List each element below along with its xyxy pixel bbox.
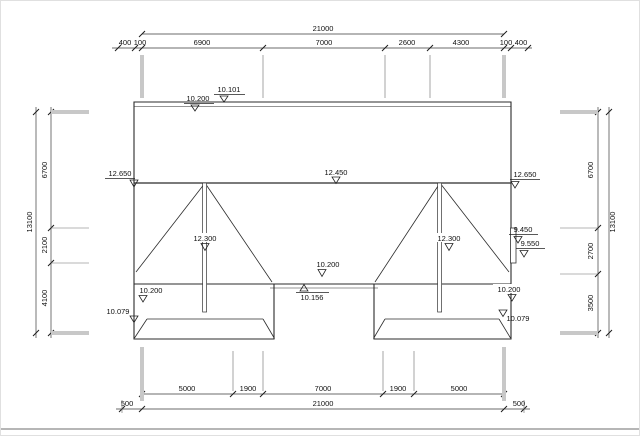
dim-label-top-4: 2600: [398, 38, 416, 47]
level-right-eave: [493, 284, 526, 301]
dimensions-bottom: [116, 347, 530, 413]
level-label-right-step-lower: 9.550: [520, 239, 540, 248]
level-center-eave: [311, 259, 345, 277]
dim-label-left-0: 6700: [40, 161, 49, 179]
dimensions-left: [25, 107, 89, 338]
dimensions-top: [112, 24, 532, 98]
roof-outline: [134, 102, 511, 339]
dim-label-bottom-1: 1900: [239, 384, 257, 393]
level-label-ridge-left: 12.650: [108, 169, 132, 178]
dim-label-top-total: 21000: [312, 24, 334, 33]
level-triangle-left-eave: [139, 296, 147, 303]
dim-label-left-2: 4100: [40, 289, 49, 307]
valley-left-gable-east: [205, 183, 272, 282]
ext-lines-left: [51, 228, 89, 263]
level-triangle-top-gutter: [220, 96, 228, 102]
level-label-top-gutter: 10.101: [217, 85, 241, 94]
level-label-right-eave: 10.200: [497, 285, 521, 294]
dim-label-bottom-2: 7000: [314, 384, 332, 393]
axis-bar-right-top: [560, 110, 598, 114]
level-ridge-left: [105, 169, 138, 187]
left-wing-hip-east: [263, 319, 275, 339]
level-label-center-gutter: 10.156: [300, 293, 324, 302]
dim-label-right-total: 13100: [608, 211, 617, 233]
dim-label-top-1: 100: [133, 38, 147, 47]
dim-label-top-6: 100: [499, 38, 513, 47]
level-right-step-lower: [516, 239, 545, 257]
level-triangle-right-eave: [508, 295, 516, 302]
dim-label-top-2: 6900: [193, 38, 211, 47]
axis-bar-top-left: [140, 55, 144, 98]
dim-label-top-3: 7000: [315, 38, 333, 47]
level-center-gutter: [296, 285, 329, 303]
axis-bar-left-bottom: [51, 331, 89, 335]
axis-bar-bottom-left: [140, 347, 144, 401]
dim-label-bottom-total: 21000: [312, 399, 334, 408]
level-top-gutter: [214, 85, 245, 102]
level-ridge-center: [319, 167, 353, 184]
roof-plan-drawing: [1, 1, 640, 436]
axis-bar-bottom-right: [502, 347, 506, 401]
level-label-top-eave: 10.200: [186, 94, 210, 103]
level-label-ridge-right: 12.650: [513, 170, 537, 179]
dim-label-top-5: 4300: [452, 38, 470, 47]
dim-label-bottom-500-left: 500: [120, 399, 134, 408]
level-label-ridge-center: 12.450: [324, 168, 348, 177]
level-triangle-top-eave: [191, 105, 199, 111]
dim-label-left-total: 13100: [25, 211, 34, 233]
level-ridge-right: [510, 170, 540, 188]
valley-left-gable-west: [136, 183, 205, 272]
dim-label-right-0: 6700: [586, 161, 595, 179]
level-triangle-right-step-lower: [520, 251, 528, 258]
level-label-gable-left: 12.300: [193, 234, 217, 243]
dim-label-bottom-500-right: 500: [512, 399, 526, 408]
level-triangle-center-eave: [318, 270, 326, 277]
level-left-eave: [135, 285, 168, 302]
dim-label-top-7: 400: [514, 38, 528, 47]
level-label-left-low: 10.079: [106, 307, 130, 316]
roof-body: [134, 102, 516, 339]
level-right-low: [499, 310, 529, 323]
valley-right-gable-east: [437, 183, 509, 272]
dim-label-top-0: 400: [118, 38, 132, 47]
dim-label-bottom-4: 5000: [450, 384, 468, 393]
level-label-left-eave: 10.200: [139, 286, 163, 295]
dim-label-left-1: 2100: [40, 236, 49, 254]
dim-label-bottom-3: 1900: [389, 384, 407, 393]
level-triangle-gable-right: [445, 244, 453, 251]
level-triangle-ridge-right: [511, 182, 519, 189]
level-label-right-step-upper: 9.450: [513, 225, 533, 234]
dim-label-right-1: 2700: [586, 242, 595, 260]
dim-label-bottom-0: 5000: [178, 384, 196, 393]
dimensions-right: [560, 107, 617, 338]
level-markers: [105, 85, 545, 323]
ext-lines-top: [263, 55, 430, 98]
right-gable-ridge-band: [438, 183, 442, 312]
right-wing-hip-west: [374, 319, 386, 339]
axis-bar-right-bottom: [560, 331, 598, 335]
valley-right-gable-west: [375, 183, 440, 282]
level-label-gable-right: 12.300: [437, 234, 461, 243]
axis-bar-left-top: [51, 110, 89, 114]
level-gable-right: [432, 233, 466, 251]
dim-label-right-2: 3500: [586, 294, 595, 312]
axis-bar-top-right: [502, 55, 506, 98]
level-label-right-low: 10.079: [506, 314, 530, 323]
level-label-center-eave: 10.200: [316, 260, 340, 269]
level-left-low: [107, 307, 138, 323]
left-wing-hip-west: [135, 319, 148, 338]
